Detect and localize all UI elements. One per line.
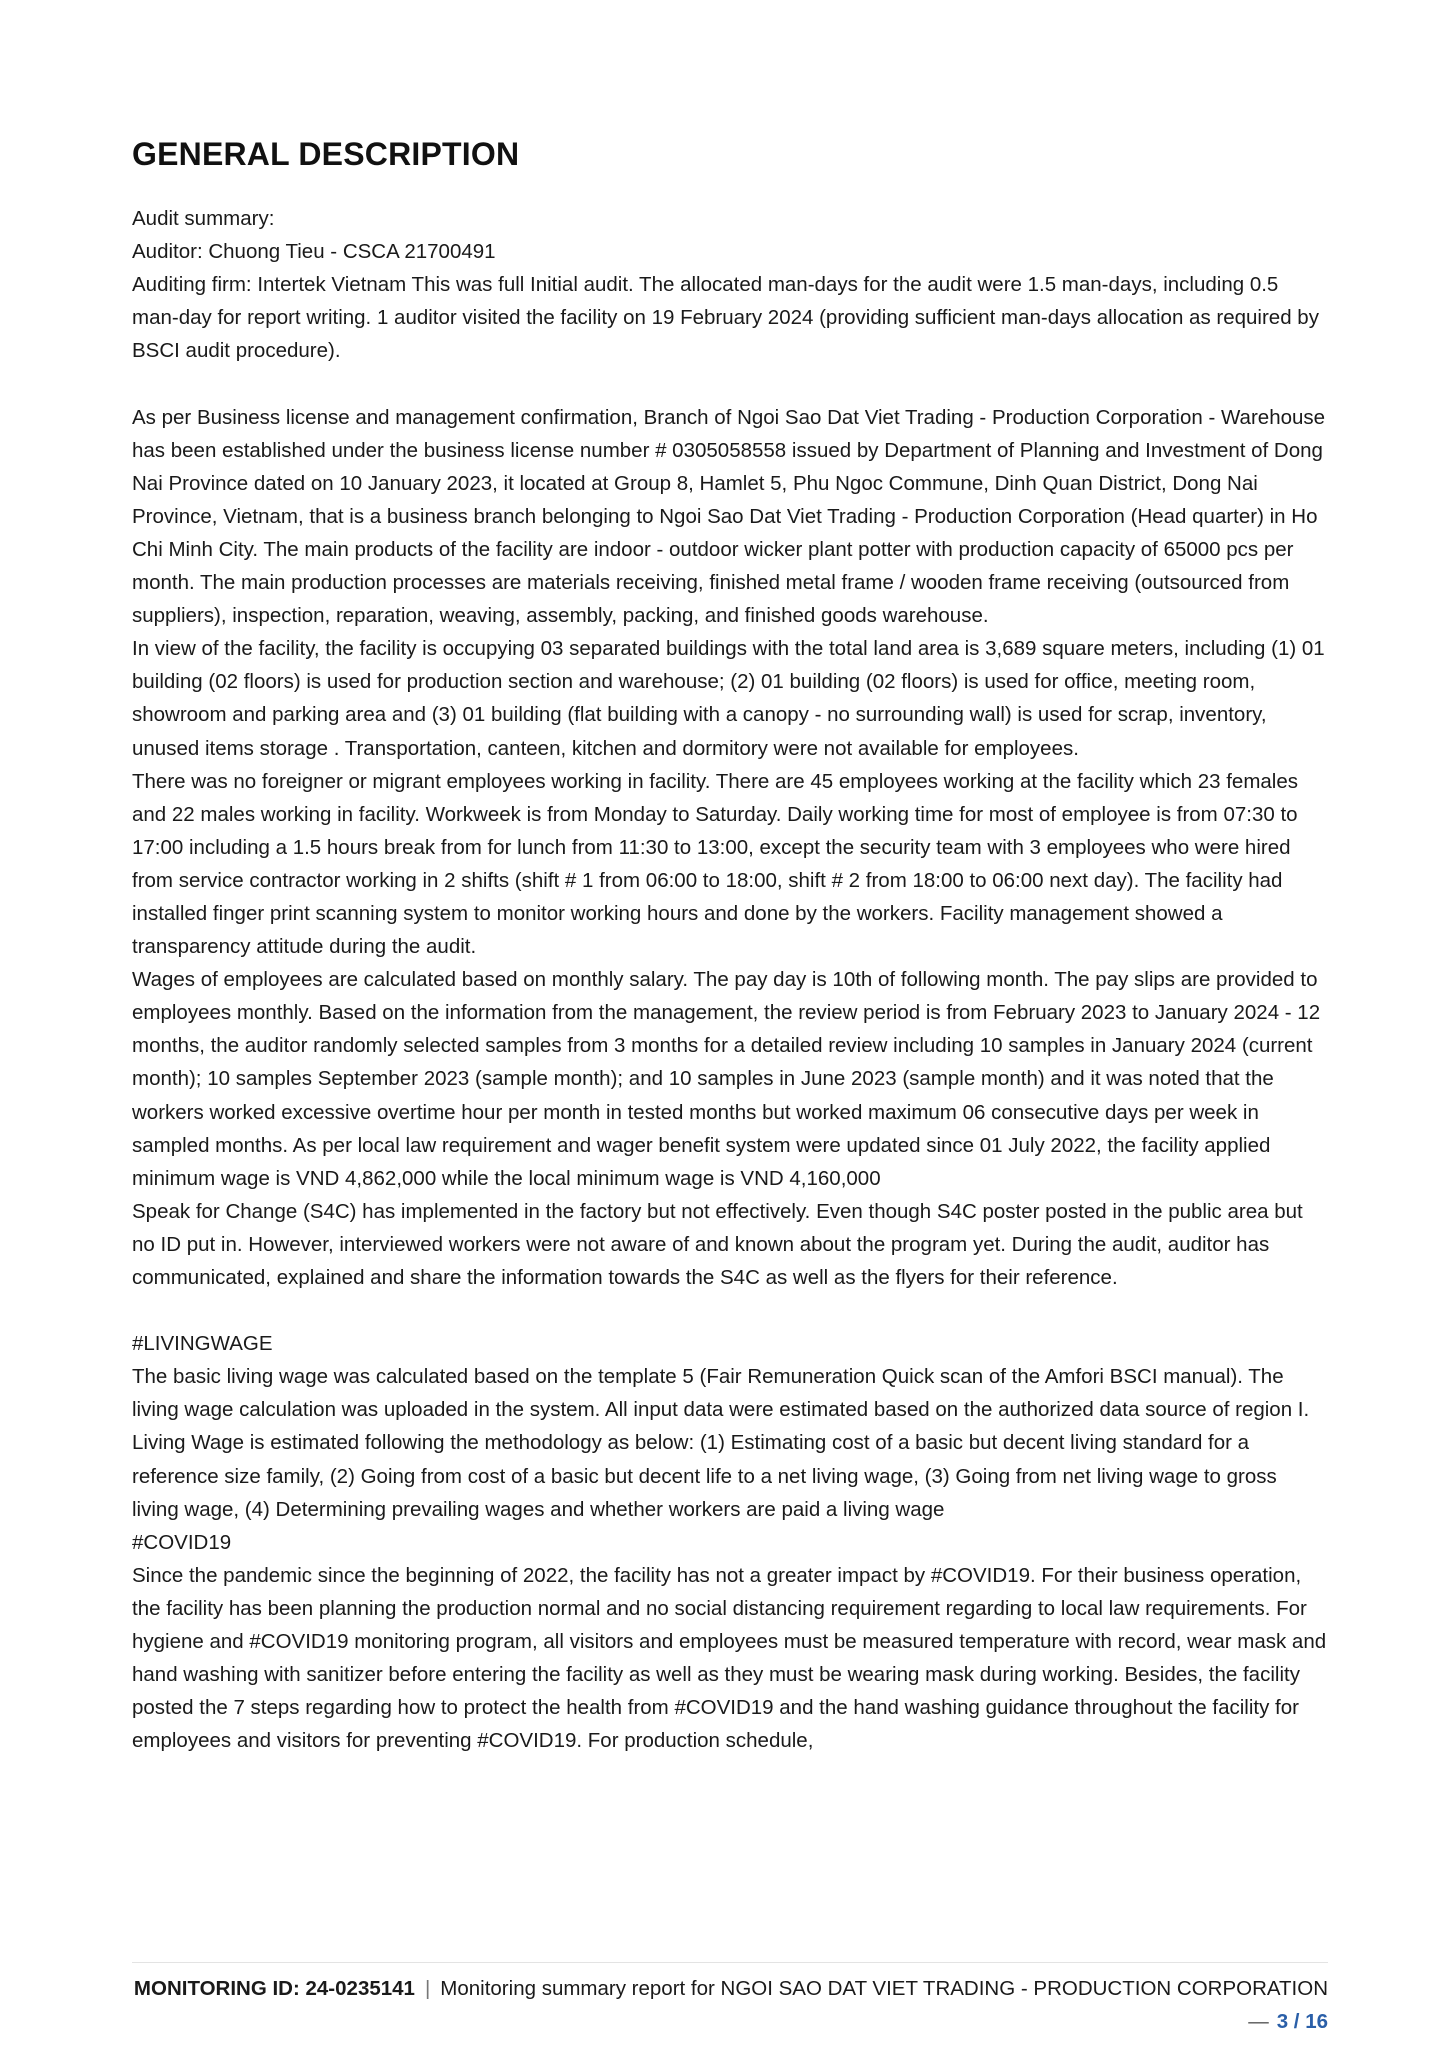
wages-paragraph: Wages of employees are calculated based on monthly salary. The pay day is 10th of following month. The pay slips are provided to employees monthly. Based on the information from the management, the review period is from February 2023 to January 2024 - 12 months, the auditor randomly selected samples from 3 months for a detailed review including 10 samples in January 2024 (current month); 10 samples September 2023 (sample month); and 10 samples in June 2023 (sample month) and it was noted that the workers worked excessive overtime hour per month in tested months but worked maximum 06 consecutive days per week in sampled months. As per local law requirement and wager benefit system were updated since 01 July 2022, the facility applied minimum wage is VND 4,862,000 while the local minimum wage is VND 4,160,000 [132,968,1321,1190]
page-number: 3 / 16 [1276,2010,1328,2033]
footer-divider [132,1962,1328,1963]
monitoring-id: MONITORING ID: 24-0235141 [133,1977,415,2000]
covid19-tag: #COVID19 [132,1530,232,1554]
audit-summary-label: Audit summary: [132,207,275,230]
footer-separator: | [424,1977,431,2000]
employees-paragraph: There was no foreigner or migrant employees working in facility. There are 45 employees working at the facility which 23 females and 22 males working in facility. Workweek is from Monday to Saturday. Daily working time for most of employee is from 07:30 to 17:00 including a 1.5 hours break from for lunch from 11:30 to 13:00, except the security team with 3 employees who were hired from service contractor working in 2 shifts (shift # 1 from 06:00 to 18:00, shift # 2 from 18:00 to 06:00 next day). The facility had installed finger print scanning system to monitor working hours and done by the workers. Facility management showed a transparency attitude during the audit. [132,769,1299,959]
speak-for-change-paragraph: Speak for Change (S4C) has implemented in the factory but not effectively. Even though S4C poster posted in the public area but no ID put in. However, interviewed workers were not aware of and known about the program yet. During the audit, auditor has communicated, explained and share the information towards the S4C as well as the flyers for their reference. [132,1199,1303,1289]
living-wage-paragraph: The basic living wage was calculated based on the template 5 (Fair Remuneration Quick scan of the Amfori BSCI manual). The living wage calculation was uploaded in the system. All input data were estimated based on the authorized data source of region I. Living Wage is estimated following the methodology as below: (1) Estimating cost of a basic but decent living standard for a reference size family, (2) Going from cost of a basic but decent life to a net living wage, (3) Going from net living wage to gross living wage, (4) Determining prevailing wages and whether workers are paid a living wage [132,1365,1310,1521]
footer-dash: — [1248,2010,1269,2033]
page-footer [132,1972,1328,2038]
business-license-paragraph: As per Business license and management confirmation, Branch of Ngoi Sao Dat Viet Trading - Production Corporation - Warehouse has been established under the business license number # 0305058558 issued by Department of Planning and Investment of Dong Nai Province dated on 10 January 2023, it located at Group 8, Hamlet 5, Phu Ngoc Commune, Dinh Quan District, Dong Nai Province, Vietnam, that is a business branch belonging to Ngoi Sao Dat Viet Trading - Production Corporation (Head quarter) in Ho Chi Minh City. The main products of the facility are indoor - outdoor wicker plant potter with production capacity of 65000 pcs per month. The main production processes are materials receiving, finished metal frame / wooden frame receiving (outsourced from suppliers), inspection, reparation, weaving, assembly, packing, and finished goods warehouse. [132,405,1326,628]
auditing-firm-paragraph: Auditing firm: Intertek Vietnam This was full Initial audit. The allocated man-days for the audit were 1.5 man-days, including 0.5 man-day for report writing. 1 auditor visited the facility on 19 February 2024 (providing sufficient man-days allocation as required by BSCI audit procedure). [132,273,1319,363]
living-wage-tag: #LIVINGWAGE [132,1332,273,1356]
report-title: Monitoring summary report for NGOI SAO DAT VIET TRADING - PRODUCTION CORPORATION [440,1977,1328,2000]
covid19-paragraph: Since the pandemic since the beginning of 2022, the facility has not a greater impact by #COVID19. For their business operation, the facility has been planning the production normal and no social distancing requirement regarding to local law requirements. For hygiene and #COVID19 monitoring program, all visitors and employees must be measured temperature with record, wear mask and hand washing with sanitizer before entering the facility as well as they must be wearing mask during working. Besides, the facility posted the 7 steps regarding how to protect the health from #COVID19 and the hand washing guidance throughout the facility for employees and visitors for preventing #COVID19. For production schedule, [132,1563,1327,1753]
auditor-line: Auditor: Chuong Tieu - CSCA 21700491 [132,240,496,264]
section-heading: GENERAL DESCRIPTION [132,136,520,172]
facility-buildings-paragraph: In view of the facility, the facility is occupying 03 separated buildings with the total land area is 3,689 square meters, including (1) 01 building (02 floors) is used for production section and warehouse; (2) 01 building (02 floors) is used for office, meeting room, showroom and parking area and (3) 01 building (flat building with a canopy - no surrounding wall) is used for scrap, inventory, unused items storage . Transportation, canteen, kitchen and dormitory were not available for employees. [132,637,1325,760]
general-description-body [132,202,1328,1757]
